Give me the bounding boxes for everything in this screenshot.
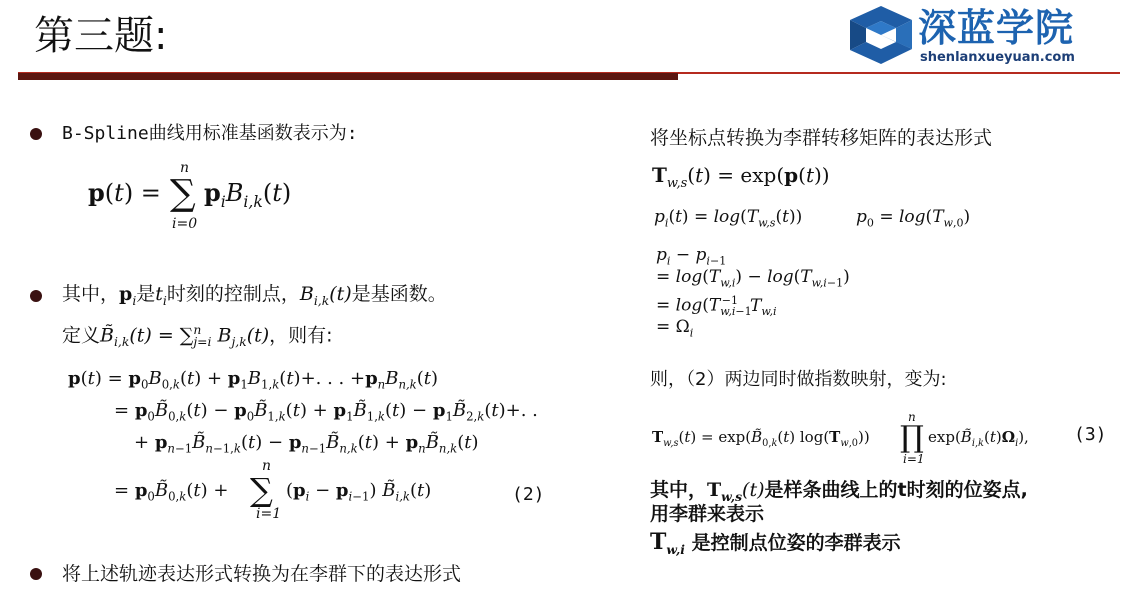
exponential-map-text: 则，（2）两边同时做指数映射，变为: xyxy=(650,369,947,390)
sum-lower: i=0 xyxy=(172,216,198,232)
logo-name: 深蓝学院 xyxy=(918,6,1075,50)
sum-2-upper: n xyxy=(262,458,272,474)
where-line-2: 用李群来表示 xyxy=(650,503,765,525)
control-point-definition: 其中，$p_i$是$t_i$时刻的控制点，$B_{i,k}(t)$是基函数。 xyxy=(62,283,447,308)
sum-2-lower: i=1 xyxy=(256,506,282,522)
bspline-intro-text: B-Spline曲线用标准基函数表示为: xyxy=(62,123,358,144)
equation-c2: = $\log(T_{w,i}) - \log(T_{w,i-1})$ xyxy=(656,267,850,290)
equation-c1: $p_i - p_{i-1}$ xyxy=(656,245,727,268)
equation-3-lhs: $T_{w,s}(t)$ = $\exp(B̃_{0,k}(t)$ $\log(T_{w,0})$) xyxy=(652,428,870,449)
equation-a: $T_{w,s}(t) = \exp(p(t))$ xyxy=(652,163,830,191)
cumulative-basis-definition: 定义$B̃_{i,k}(t) = \sum^n_{j=i}$ $B_{j,k}(t)$，则有: xyxy=(62,323,333,350)
equation-b2: $p_0 = \log(T_{w,0})$ xyxy=(856,207,971,230)
product-symbol: ∏ xyxy=(900,420,924,455)
product-lower: i=1 xyxy=(903,452,925,466)
equation-1-rhs: $p_iB_{i,k}(t)$ xyxy=(204,178,292,211)
equation-3-rhs: $\exp(B̃_{i,k}(t)\Omega_i)$, xyxy=(928,428,1029,449)
page-title: 第三题: xyxy=(34,13,168,59)
equation-2-line-3: + $p_{n-1}B̃_{n-1,k}(t)$ − $p_{n-1}B̃_{n,k}(t)$ + $p_nB̃_{n,k}(t)$ xyxy=(134,432,479,456)
logo-url: shenlanxueyuan.com xyxy=(920,50,1075,65)
equation-2-number: (2) xyxy=(512,484,545,505)
bullet-1 xyxy=(30,128,42,140)
equation-3-number: (3) xyxy=(1074,424,1107,445)
where-line-3: $T_{w,i}$ 是控制点位姿的李群表示 xyxy=(650,529,901,557)
bullet-2 xyxy=(30,290,42,302)
equation-2-line-2: = $p_0B̃_{0,k}(t)$ − $p_0B̃_{1,k}(t)$ + $p_1B̃_{1,k}(t)$ − $p_1B̃_{2,k}(t)+$. . xyxy=(114,400,538,424)
equation-2-line-4-start: = $p_0B̃_{0,k}(t)$ + xyxy=(114,480,229,504)
header-divider-accent xyxy=(18,73,678,80)
sum-symbol-2: ∑ xyxy=(250,471,273,509)
equation-2-line-1: $p(t) = p_0B_{0,k}(t) + p_1B_{1,k}(t)+$. . . $+p_nB_{n,k}(t)$ xyxy=(68,368,439,392)
where-line-1: 其中，$T_{w,s}(t)$是样条曲线上的t时刻的位姿点, xyxy=(650,479,1028,504)
sum-upper: n xyxy=(180,160,190,176)
logo-mark-icon xyxy=(846,4,916,68)
lie-group-transform-text: 将上述轨迹表达形式转换为在李群下的表达形式 xyxy=(62,563,462,585)
sum-symbol: ∑ xyxy=(170,173,196,214)
equation-c4: = $\Omega_i$ xyxy=(656,317,694,340)
right-heading: 将坐标点转换为李群转移矩阵的表达形式 xyxy=(650,127,993,149)
bullet-3 xyxy=(30,568,42,580)
equation-c3: = $\log(T_{w,i-1}^{-1}$ $T_{w,i}$ xyxy=(656,294,777,319)
equation-2-line-4-end: $(p_i - p_{i-1})$ $B̃_{i,k}(t)$ xyxy=(286,480,432,504)
product-upper: n xyxy=(908,410,916,424)
equation-1-lhs: p(t) = xyxy=(88,178,161,207)
equation-b1: $p_i(t) = \log(T_{w,s}(t))$ xyxy=(654,207,803,230)
